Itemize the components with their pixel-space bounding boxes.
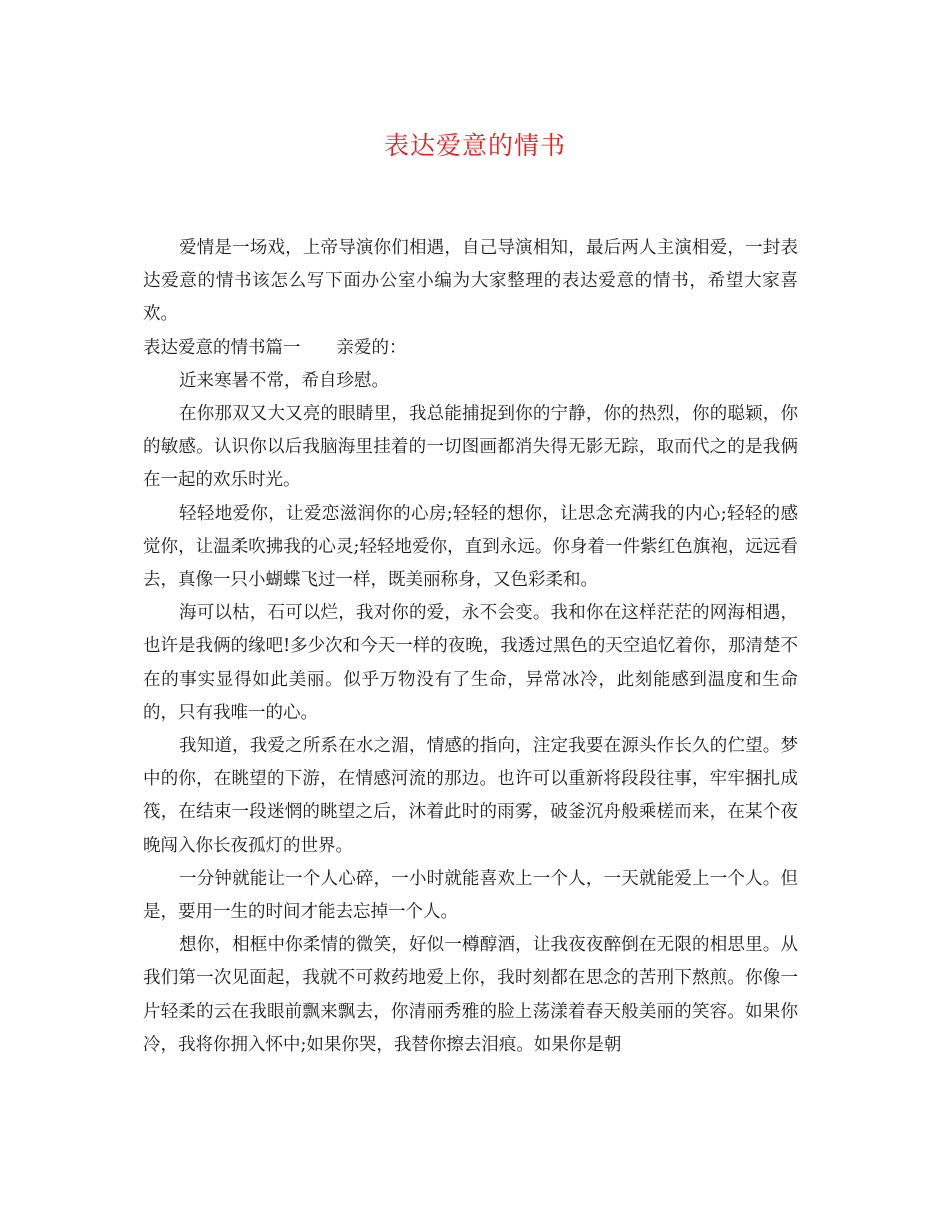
- body-paragraph: 在你那双又大又亮的眼睛里，我总能捕捉到你的宁静，你的热烈，你的聪颖，你的敏感。认识你以后我脑海里挂着的一切图画都消失得无影无踪，取而代之的是我俩在一起的欢乐时光。: [143, 404, 798, 491]
- body-paragraph: 想你，相框中你柔情的微笑，好似一樽醇酒，让我夜夜醉倒在无限的相思里。从我们第一次见面起，我就不可救药地爱上你，我时刻都在思念的苦刑下熬煎。你像一片轻柔的云在我眼前飘来飘去，你清丽秀雅的脸上荡漾着春天般美丽的笑容。如果你冷，我将你拥入怀中;如果你哭，我替你擦去泪痕。如果你是朝: [143, 935, 798, 1055]
- body-paragraph: 一分钟就能让一个人心碎，一小时就能喜欢上一个人，一天就能爱上一个人。但是，要用一生的时间才能去忘掉一个人。: [143, 868, 798, 923]
- document-body: [143, 232, 798, 1062]
- section-heading: 表达爱意的情书篇一: [143, 337, 301, 358]
- body-paragraph: 海可以枯，石可以烂，我对你的爱，永不会变。我和你在这样茫茫的网海相遇，也许是我俩的缘吧!多少次和今天一样的夜晚，我透过黑色的天空追忆着你，那清楚不在的事实显得如此美丽。似乎万物没有了生命，异常冰冷，此刻能感到温度和生命的，只有我唯一的心。: [143, 603, 798, 723]
- document-title: 表达爱意的情书: [383, 131, 566, 160]
- body-paragraph: 近来寒暑不常，希自珍慰。: [179, 370, 389, 391]
- intro-paragraph: 爱情是一场戏，上帝导演你们相遇，自己导演相知，最后两人主演相爱，一封表达爱意的情书该怎么写下面办公室小编为大家整理的表达爱意的情书，希望大家喜欢。: [143, 238, 798, 325]
- body-paragraph: 轻轻地爱你，让爱恋滋润你的心房;轻轻的想你，让思念充满我的内心;轻轻的感觉你，让温柔吹拂我的心灵;轻轻地爱你，直到永远。你身着一件紫红色旗袍，远远看去，真像一只小蝴蝶飞过一样，既美丽称身，又色彩柔和。: [143, 503, 798, 591]
- section-heading-line: [143, 332, 798, 365]
- body-paragraph: 我知道，我爱之所系在水之湄，情感的指向，注定我要在源头作长久的伫望。梦中的你，在眺望的下游，在情感河流的那边。也许可以重新将段段往事，牢牢捆扎成筏，在结束一段迷惘的眺望之后，沐着此时的雨雾，破釜沉舟般乘槎而来，在某个夜晚闯入你长夜孤灯的世界。: [143, 736, 798, 856]
- salutation: 亲爱的：: [336, 337, 407, 358]
